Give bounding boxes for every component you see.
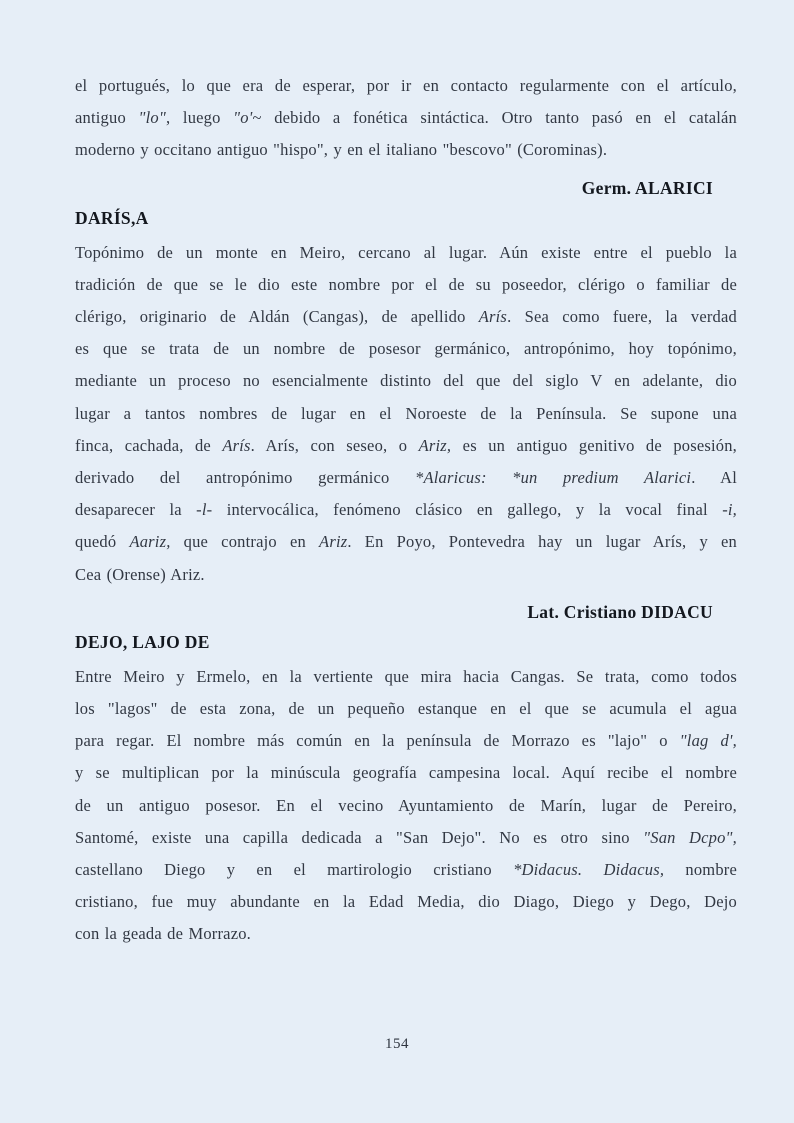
text-line xyxy=(75,430,737,462)
text-segment: clérigo, originario de Aldán (Cangas), de apellido xyxy=(75,307,479,327)
text-segment: castellano Diego y en el martirologio cristiano xyxy=(75,860,514,880)
text-line xyxy=(75,70,737,102)
text-segment: cristiano, fue muy abundante en la Edad Media, dio Diago, Diego y Dego, Dejo xyxy=(75,892,737,912)
text-segment: . Al xyxy=(691,468,737,488)
italic-text-segment: "o' xyxy=(233,108,253,128)
text-segment: antiguo xyxy=(75,108,139,128)
text-segment: es un antiguo genitivo de posesión, xyxy=(451,435,737,455)
italic-text-segment: -i, xyxy=(722,500,737,520)
text-line xyxy=(75,790,737,822)
text-line xyxy=(75,102,737,134)
text-segment: mediante un proceso no esencialmente distinto del que del siglo V en adelante, dio xyxy=(75,371,737,391)
italic-text-segment: Ariz xyxy=(319,532,348,552)
text-line xyxy=(75,918,737,950)
text-line xyxy=(75,661,737,693)
text-segment: desaparecer la xyxy=(75,500,197,520)
text-segment: . Sea como fuere, la verdad xyxy=(507,307,737,327)
text-line xyxy=(75,526,737,558)
text-line xyxy=(75,398,737,430)
entry-title-dejo: DEJO, LAJO DE xyxy=(75,631,210,652)
text-segment: tradición de que se le dio este nombre por el de su poseedor, clérigo o familiar de xyxy=(75,274,737,294)
text-segment: moderno y occitano antiguo "hispo", y en el italiano "bescovo" (Corominas). xyxy=(75,140,608,160)
text-line xyxy=(75,822,737,854)
text-segment: Santomé, existe una capilla dedicada a "San Dejo". No es otro sino xyxy=(75,827,644,847)
italic-text-segment: Arís xyxy=(222,435,251,455)
text-line xyxy=(75,854,737,886)
text-segment: derivado del antropónimo germánico xyxy=(75,468,415,488)
text-line xyxy=(75,134,737,166)
text-segment: . Arís, con seseo, o xyxy=(250,435,419,455)
text-segment: . En Poyo, Pontevedra hay un lugar Arís, y en xyxy=(347,532,737,552)
text-line xyxy=(75,757,737,789)
text-segment: Topónimo de un monte en Meiro, cercano al lugar. Aún existe entre el pueblo la xyxy=(75,242,737,262)
text-segment: el portugués, lo que era de esperar, por ir en contacto regularmente con el artículo, xyxy=(75,76,737,95)
text-line xyxy=(75,693,737,725)
text-segment: nombre xyxy=(664,860,737,880)
text-segment: intervocálica, fenómeno clásico en gallego, y la vocal final xyxy=(212,500,723,520)
text-line xyxy=(75,237,737,269)
text-segment: lugar a tantos nombres de lugar en el Noroeste de la Península. Se supone una xyxy=(75,403,737,423)
italic-text-segment: *Didacus. Didacus, xyxy=(513,860,665,880)
paragraph-continuation-obispo xyxy=(75,70,737,167)
text-segment: y se multiplican por la minúscula geografía campesina local. Aquí recibe el nombre xyxy=(75,763,737,783)
italic-text-segment: Aariz, xyxy=(129,532,171,552)
text-segment: quedó xyxy=(75,532,130,552)
italic-text-segment: Arís xyxy=(478,307,508,327)
text-segment: los "lagos" de esta zona, de un pequeño estanque en el que se acumula el agua xyxy=(75,699,737,719)
text-segment: con la geada de Morrazo. xyxy=(75,924,252,944)
text-segment: que contrajo en xyxy=(170,532,320,552)
italic-text-segment: -l- xyxy=(196,500,213,520)
text-segment: es que se trata de un nombre de posesor germánico, antropónimo, hoy topónimo, xyxy=(75,339,737,359)
entry-title-daris: DARÍS,A xyxy=(75,207,149,228)
text-segment: de un antiguo posesor. En el vecino Ayuntamiento de Marín, lugar de Pereiro, xyxy=(75,795,737,815)
page-content xyxy=(75,70,737,951)
text-segment: para regar. El nombre más común en la península de Morrazo es "lajo" o xyxy=(75,731,680,751)
text-line xyxy=(75,886,737,918)
page-number: 154 xyxy=(385,1036,409,1052)
italic-text-segment: Ariz, xyxy=(418,435,452,455)
etymology-label-alarici: Germ. ALARICI xyxy=(581,177,713,198)
etymology-label-didacu: Lat. Cristiano DIDACU xyxy=(527,601,713,622)
paragraph-daris xyxy=(75,237,737,591)
text-line xyxy=(75,494,737,526)
paragraph-dejo xyxy=(75,661,737,951)
text-segment: , luego xyxy=(166,108,234,128)
italic-text-segment: "San Dcpo", xyxy=(643,827,737,847)
text-line xyxy=(75,462,737,494)
italic-text-segment: "lo" xyxy=(138,108,166,128)
italic-text-segment: *Alaricus: *un predium Alarici xyxy=(415,468,692,488)
text-segment: finca, cachada, de xyxy=(75,435,223,455)
text-line xyxy=(75,269,737,301)
text-line xyxy=(75,559,737,591)
text-line xyxy=(75,301,737,333)
text-segment: Entre Meiro y Ermelo, en la vertiente que mira hacia Cangas. Se trata, como todos xyxy=(75,666,737,686)
text-line xyxy=(75,725,737,757)
text-line xyxy=(75,365,737,397)
text-segment: ~ debido a fonética sintáctica. Otro tanto pasó en el catalán xyxy=(252,108,738,128)
italic-text-segment: "lag d', xyxy=(679,731,737,751)
text-line xyxy=(75,333,737,365)
text-segment: Cea (Orense) Ariz. xyxy=(75,564,205,584)
